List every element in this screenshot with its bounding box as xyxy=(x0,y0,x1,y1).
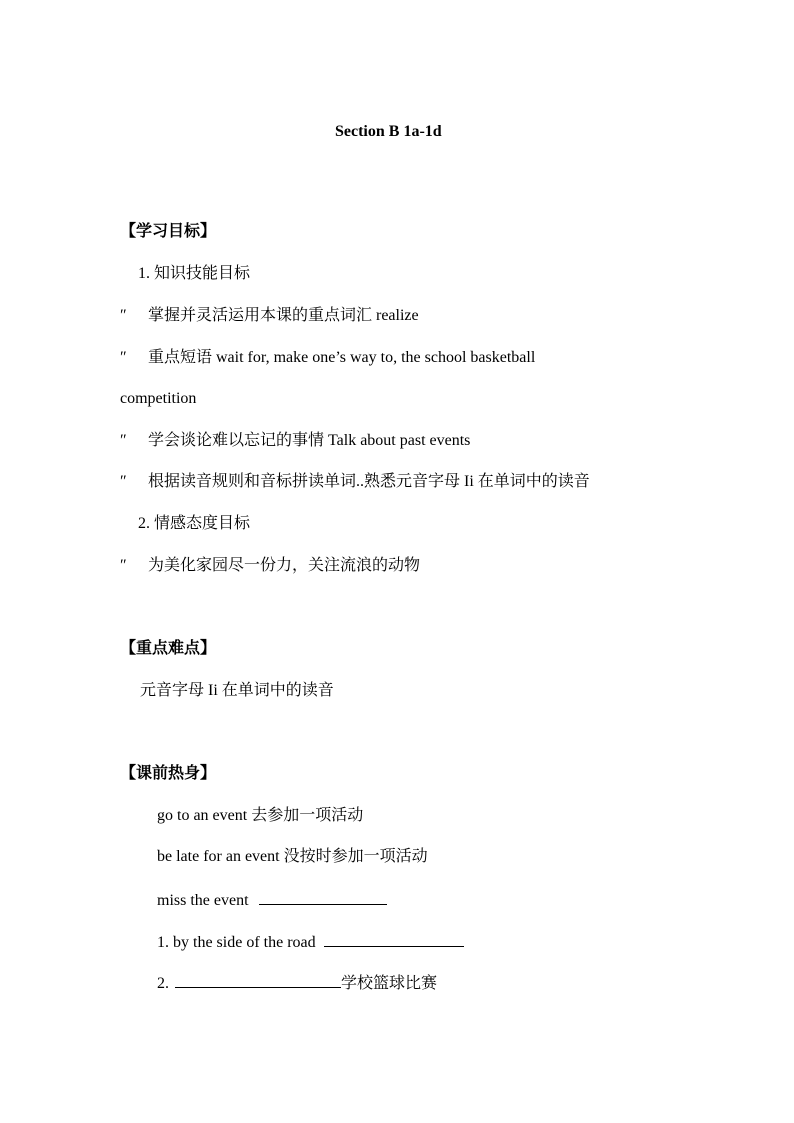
goal-item-talk xyxy=(120,431,470,451)
key-points-heading: 【重点难点】 xyxy=(120,640,217,657)
goal-item-attitude xyxy=(120,556,420,576)
warm-up-prompt: 学校篮球比赛 xyxy=(341,975,438,992)
warm-up-line-1: go to an event 去参加一项活动 xyxy=(157,807,364,824)
attitude-subheading: 2. 情感态度目标 xyxy=(138,515,251,532)
goal-text: 根据读音规则和音标拼读单词..熟悉元音字母 Ii 在单词中的读音 xyxy=(148,473,590,490)
bullet-mark: ″ xyxy=(120,557,127,574)
page-title: Section B 1a-1d xyxy=(335,123,442,140)
bullet-mark: ″ xyxy=(120,307,127,324)
key-points-text: 元音字母 Ii 在单词中的读音 xyxy=(140,682,334,699)
answer-blank[interactable] xyxy=(324,931,464,947)
warm-up-line-4 xyxy=(157,931,464,953)
goal-item-phrases-continued: competition xyxy=(120,390,197,407)
answer-blank[interactable] xyxy=(259,889,387,905)
warm-up-line-3 xyxy=(157,889,387,911)
warm-up-line-2: be late for an event 没按时参加一项活动 xyxy=(157,848,428,865)
goal-item-vocab xyxy=(120,306,419,326)
goal-text: 学会谈论难以忘记的事情 Talk about past events xyxy=(148,432,471,449)
goal-text: 为美化家园尽一份力，关注流浪的动物 xyxy=(148,557,421,574)
goal-text: 重点短语 wait for, make one’s way to, the school basketball xyxy=(148,349,536,366)
goal-item-phonics xyxy=(120,472,590,492)
learning-goals-heading: 【学习目标】 xyxy=(120,223,217,240)
warm-up-heading: 【课前热身】 xyxy=(120,765,217,782)
bullet-mark: ″ xyxy=(120,432,127,449)
warm-up-line-5 xyxy=(157,972,437,994)
goal-text: 掌握并灵活运用本课的重点词汇 realize xyxy=(148,307,419,324)
warm-up-prompt: miss the event xyxy=(157,892,249,909)
warm-up-number: 2. xyxy=(157,975,169,992)
bullet-mark: ″ xyxy=(120,473,127,490)
knowledge-skills-subheading: 1. 知识技能目标 xyxy=(138,265,251,282)
goal-item-phrases xyxy=(120,348,535,368)
answer-blank[interactable] xyxy=(175,972,341,988)
warm-up-prompt: 1. by the side of the road xyxy=(157,934,316,951)
bullet-mark: ″ xyxy=(120,349,127,366)
